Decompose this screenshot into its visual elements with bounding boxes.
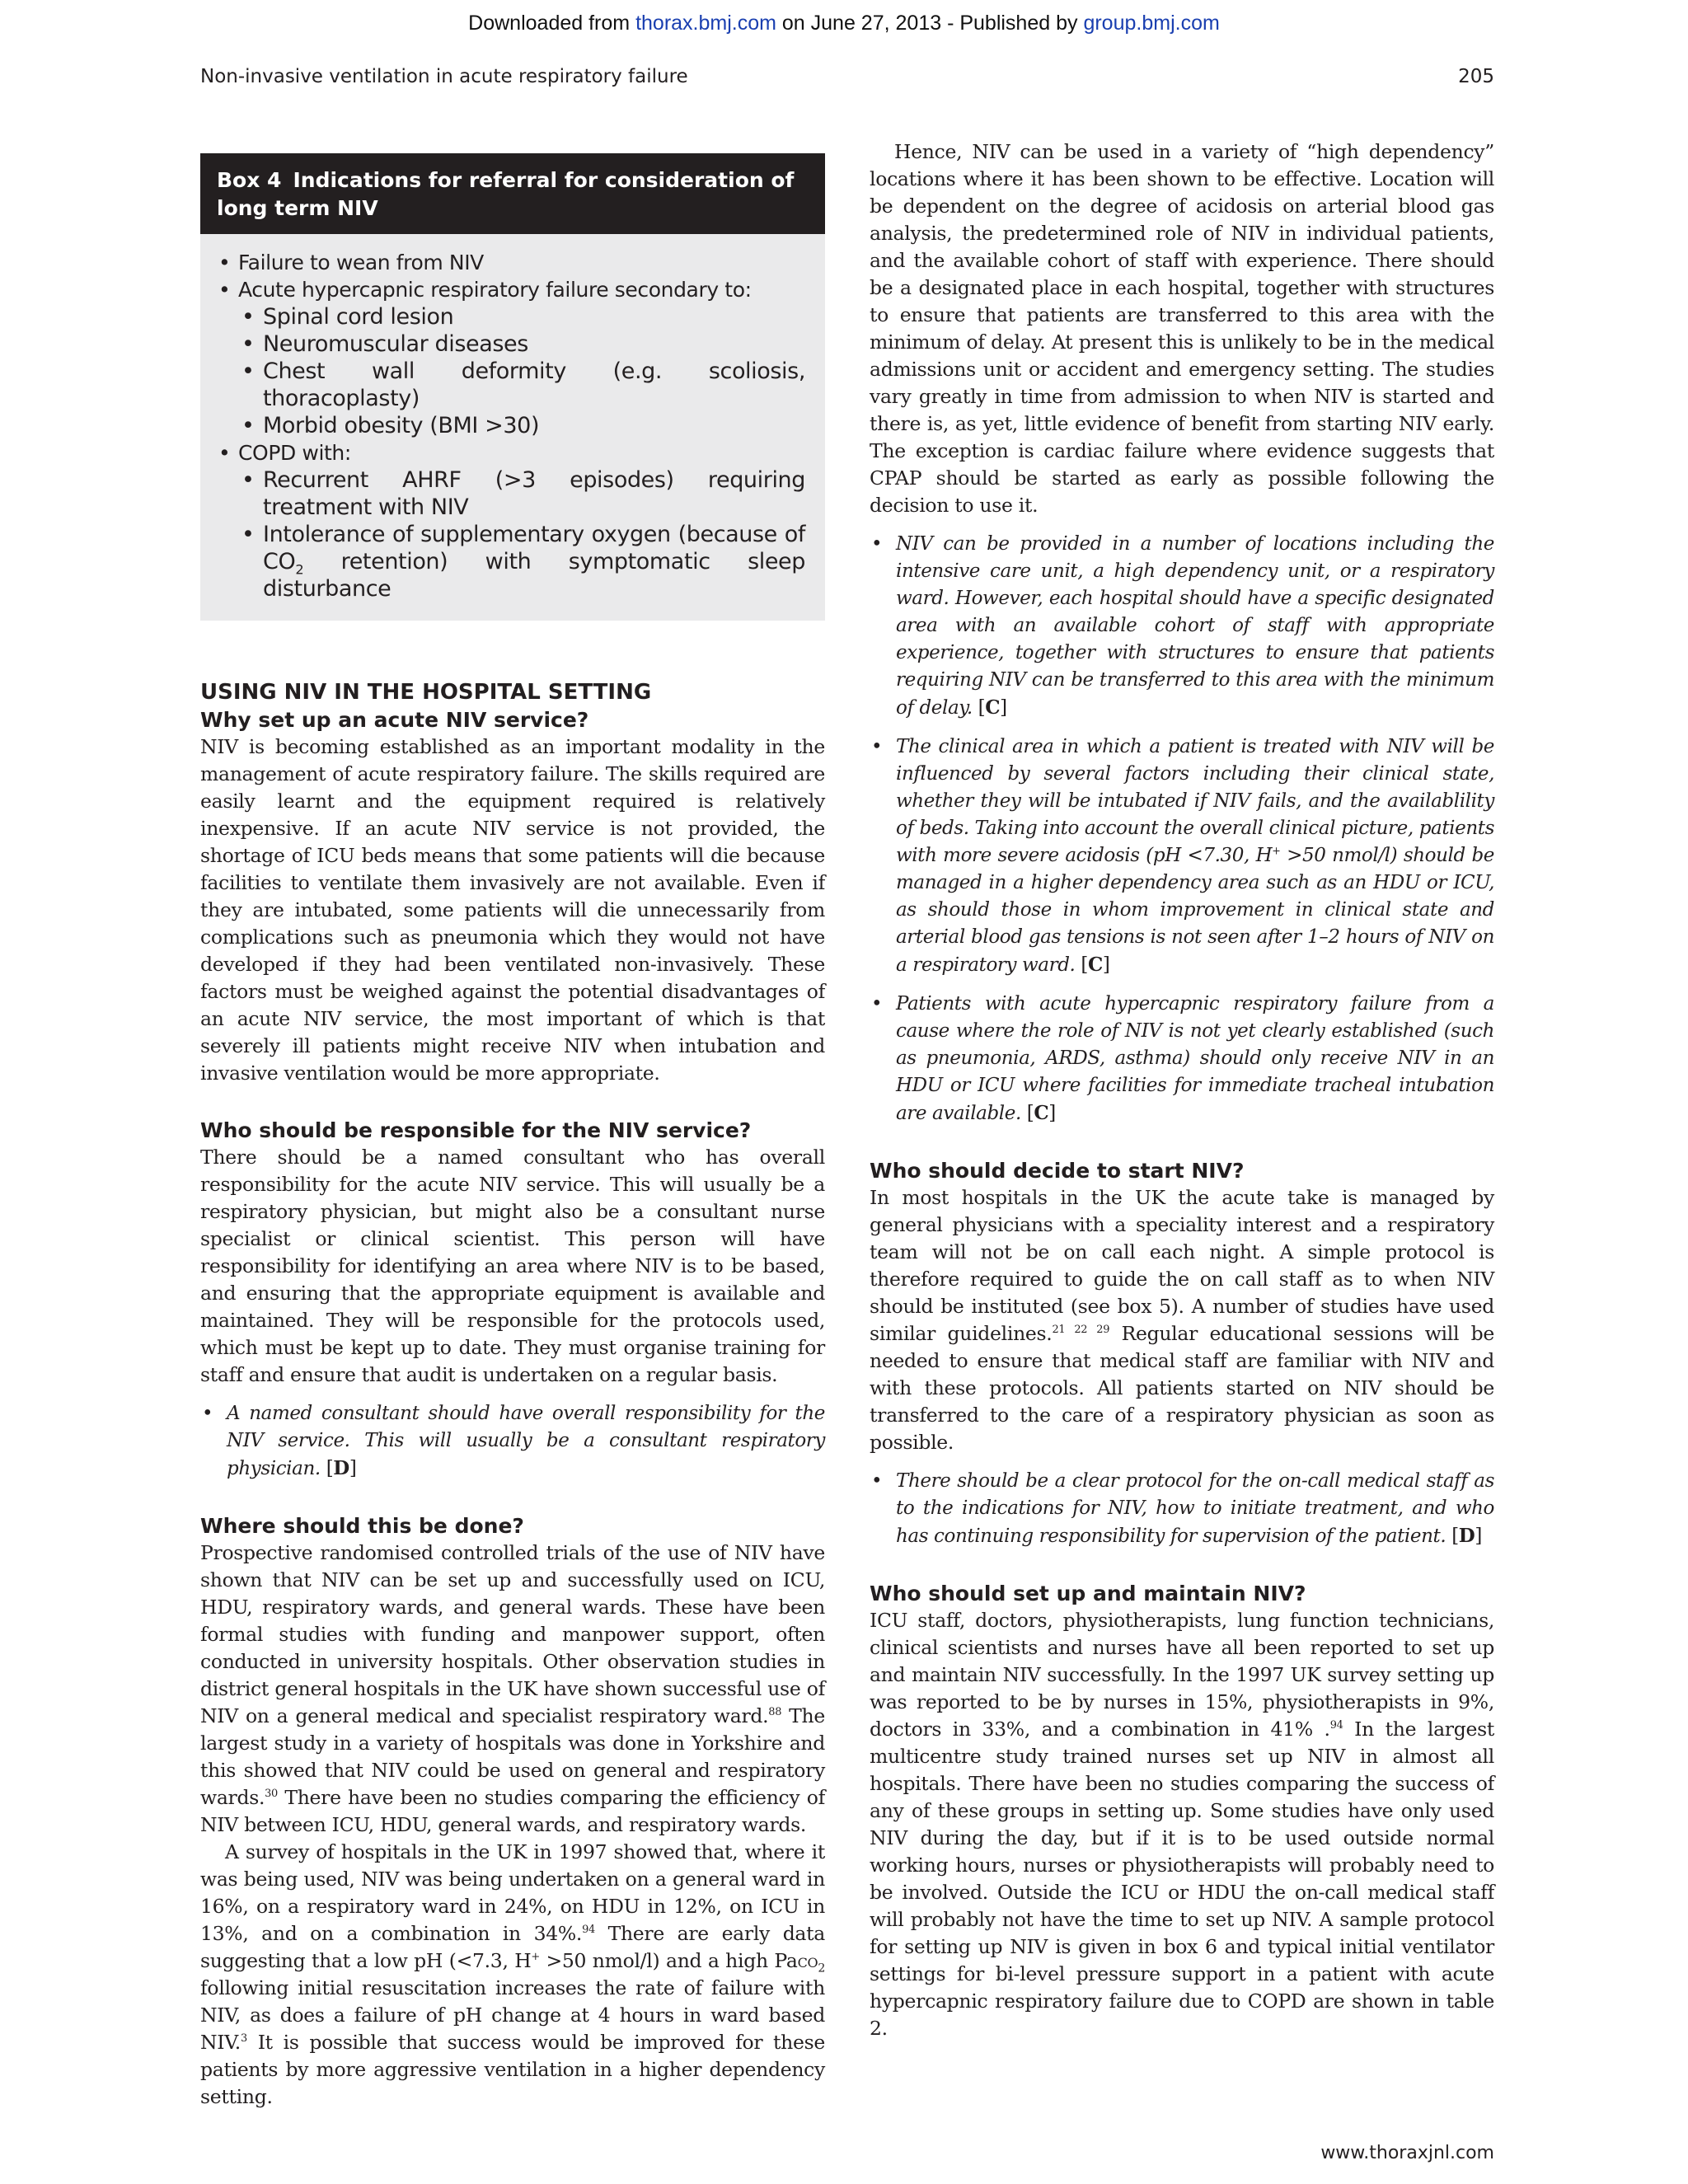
running-head: [200, 66, 1494, 87]
heading-why: Why set up an acute NIV service?: [200, 708, 589, 732]
list-item: • Morbid obesity (BMI >30): [241, 412, 805, 439]
heading-who-responsible: Who should be responsible for the NIV service?: [200, 1118, 752, 1142]
list-item-text: COPD with:: [238, 441, 351, 465]
paragraph-survey: A survey of hospitals in the UK in 1997 showed that, where it was being used, NIV was being undertaken on a general ward in 16%, on a respiratory ward in 24%, on HDU in 12%, on ICU in 13%, and on a combination in 34%.$^{94}$ There are early data suggesting that a low pH (<7.3, H+ >50 nmol/l) and a high Paco$_2$ following initial resuscitation increases the rate of failure with NIV, as does a failure of pH change at 4 hours in ward based NIV.$^3$ It is possible that success would be improved for these patients by more aggressive ventilation in a higher dependency setting.: [200, 1840, 825, 2108]
citation: 94: [582, 1924, 595, 1937]
recommendation-text: Patients with acute hypercapnic respiratory failure from a cause where the role of NIV is not yet clearly established (such as pneumonia, ARDS, asthma) should only receive NIV in an HDU or ICU where facilities for immediate tracheal intubation are available.: [896, 993, 1494, 1124]
paragraph-where: Prospective randomised controlled trials of the use of NIV have shown that NIV can be set up and successfully used on ICU, HDU, respiratory wards, and general wards. These have been formal studies with funding and manpower support, often conducted in university hospitals. Other observation studies in district general hospitals in the UK have shown successful use of NIV on a general medical and specialist respiratory ward.$^{88}$ The largest study in a variety of hospitals was done in Yorkshire and this showed that NIV could be used on general and respiratory wards.$^{30}$ There have been no studies comparing the efficiency of NIV between ICU, HDU, general wards, and respiratory wards.: [200, 1541, 825, 1836]
recommendation-text: There should be a clear protocol for the on-call medical staff as to the indications for NIV, how to initiate treatment, and who has continuing responsibility for supervision of the patient.: [896, 1470, 1494, 1547]
sub-list: [238, 303, 805, 439]
list-item: [218, 439, 805, 602]
list-item: • Spinal cord lesion: [241, 303, 805, 330]
box-4: [200, 153, 825, 621]
recommendation-text: The clinical area in which a patient is treated with NIV will be influenced by several factors including their clinical state, whether they will be intubated if NIV fails, and the availablility of beds. Taking into account the overall clinical picture, patients with more severe acidosis (pH <7.30, H: [896, 736, 1494, 866]
citation: 3: [240, 2032, 247, 2046]
evidence-grade: [D]: [326, 1457, 357, 1479]
bullet-icon: •: [871, 993, 883, 1015]
right-column: [870, 138, 1494, 2042]
superscript: +: [531, 1951, 540, 1964]
box-4-label: Box 4: [217, 168, 282, 192]
subscript: 2: [295, 561, 304, 578]
subscript: 2: [818, 1961, 825, 1975]
recommendation-text: >50 nmol/l) should be managed in a higher dependency area such as an HDU or ICU, as should those in whom improvement in clinical state and arterial blood gas tensions is not seen after 1–2 hours of NIV on a respiratory ward.: [896, 845, 1495, 976]
evidence-grade: [C]: [978, 696, 1007, 719]
list-item: [241, 521, 805, 602]
citation: 94: [1329, 1719, 1343, 1732]
list-item: • Failure to wean from NIV: [218, 249, 805, 276]
box-4-title: Indications for referral for consideration of long term NIV: [217, 168, 795, 220]
paragraph-why: NIV is becoming established as an important modality in the management of acute respiratory failure. The skills required are easily learnt and the equipment required is relatively inexpensive. If an acute NIV service is not provided, the shortage of ICU beds means that some patients will die because facilities to ventilate them invasively are not available. Even if they are intubated, some patients will die unnecessarily from complications such as pneumonia which they would not have developed if they had been ventilated non-invasively. These factors must be weighed against the potential disadvantages of an acute NIV service, the most important of which is that severely ill patients might receive NIV when intubation and invasive ventilation would be more appropriate.: [200, 735, 825, 1085]
download-banner: [0, 12, 1688, 35]
recommendation-location: [870, 531, 1494, 722]
sub-list: [238, 466, 805, 602]
paragraph-who-responsible: There should be a named consultant who has overall responsibility for the acute NIV service. This will usually be a respiratory physician, but might also be a consultant nurse specialist or clinical scientist. This person will have responsibility for identifying an area where NIV is to be based, and ensuring that the appropriate equipment is available and maintained. They will be responsible for the protocols used, which must be kept up to date. They must organise training for staff and ensure that audit is undertaken on a regular basis.: [200, 1146, 825, 1386]
evidence-grade: [C]: [1081, 954, 1110, 976]
bullet-icon: •: [871, 1470, 883, 1492]
heading-where: Where should this be done?: [200, 1514, 524, 1538]
left-column: [200, 138, 825, 2111]
bullet-icon: •: [871, 736, 883, 757]
evidence-grade: [D]: [1451, 1525, 1482, 1547]
banner-middle: on June 27, 2013 - Published by: [776, 12, 1084, 35]
running-title: Non-invasive ventilation in acute respiratory failure: [200, 66, 688, 87]
list-item-text: Intolerance of supplementary oxygen (because of CO: [263, 522, 805, 574]
list-item-text: Acute hypercapnic respiratory failure secondary to:: [238, 278, 752, 302]
paragraph-hence: Hence, NIV can be used in a variety of “high dependency” locations where it has been shown to be effective. Location will be dependent on the degree of acidosis on arterial blood gas analysis, the predetermined role of NIV in individual patients, and the available cohort of staff with experience. There should be a designated place in each hospital, together with structures to ensure that patients are transferred to this area with the minimum of delay. At present this is unlikely to be in the medical admissions unit or accident and emergency setting. The studies vary greatly in time from admission to when NIV is started and there is, as yet, little evidence of benefit from starting NIV early. The exception is cardiac failure where evidence suggests that CPAP should be started as early as possible following the decision to use it.: [870, 140, 1494, 517]
citation: 21 22 29: [1052, 1324, 1110, 1337]
recommendation-who: [200, 1400, 825, 1483]
recommendation-hypercapnic: [870, 991, 1494, 1127]
box-4-list: [200, 234, 825, 602]
banner-prefix: Downloaded from: [468, 12, 636, 35]
heading-who-decide: Who should decide to start NIV?: [870, 1159, 1245, 1183]
citation: 88: [768, 1706, 782, 1719]
thorax-link[interactable]: thorax.bmj.com: [635, 12, 776, 35]
recommendation-clinical-area: [870, 733, 1494, 979]
section-title: USING NIV IN THE HOSPITAL SETTING: [200, 680, 652, 705]
page-number: 205: [1458, 66, 1494, 87]
heading-who-setup: Who should set up and maintain NIV?: [870, 1582, 1306, 1605]
citation: 30: [265, 1788, 278, 1801]
recommendation-protocol: [870, 1468, 1494, 1550]
list-item: [218, 276, 805, 439]
paragraph-who-decide: In most hospitals in the UK the acute take is managed by general physicians with a speciality interest and a respiratory team will not be on call each night. A simple protocol is therefore required to guide the on call staff as to when NIV should be instituted (see box 5). A number of studies have used similar guidelines.$^{21 22 29}$ Regular educational sessions will be needed to ensure that medical staff are familiar with NIV and with these protocols. All patients started on NIV should be transferred to the care of a respiratory physician as soon as possible.: [870, 1186, 1494, 1454]
evidence-grade: [C]: [1026, 1102, 1056, 1124]
bullet-icon: •: [871, 533, 883, 555]
box-4-header: [200, 153, 825, 234]
journal-url[interactable]: www.thoraxjnl.com: [1320, 2143, 1494, 2163]
list-item: • Chest wall deformity (e.g. scoliosis, thoracoplasty): [241, 358, 805, 412]
recommendation-text: A named consultant should have overall responsibility for the NIV service. This will usually be a consultant respiratory physician.: [227, 1403, 825, 1479]
list-item: • Recurrent AHRF (>3 episodes) requiring treatment with NIV: [241, 466, 805, 521]
bullet-icon: •: [202, 1403, 213, 1424]
group-bmj-link[interactable]: group.bmj.com: [1083, 12, 1220, 35]
superscript: +: [1272, 844, 1281, 857]
list-item: • Neuromuscular diseases: [241, 330, 805, 358]
small-caps: co: [797, 1949, 818, 1972]
list-item-text: retention) with symptomatic sleep disturbance: [263, 549, 805, 602]
paragraph-who-setup: ICU staff, doctors, physiotherapists, lung function technicians, clinical scientists and nurses have all been reported to set up and maintain NIV successfully. In the 1997 UK survey setting up was reported to be by nurses in 15%, physiotherapists in 9%, doctors in 33%, and a combination in 41% .$^{94}$ In the largest multicentre study trained nurses set up NIV in almost all hospitals. There have been no studies comparing the success of any of these groups in setting up. Some studies have only used NIV during the day, but if it is to be used outside normal working hours, nurses or physiotherapists will probably need to be involved. Outside the ICU or HDU the on-call medical staff will probably not have the time to set up NIV. A sample protocol for setting up NIV is given in box 6 and typical initial ventilator settings for bi-level pressure support in a patient with acute hypercapnic respiratory failure due to COPD are shown in table 2.: [870, 1609, 1494, 2040]
recommendation-text: NIV can be provided in a number of locations including the intensive care unit, a high dependency unit, or a respiratory ward. However, each hospital should have a specific designated area with an available cohort of staff with appropriate experience, together with structures to ensure that patients requiring NIV can be transferred to this area with the minimum of delay.: [896, 533, 1494, 719]
